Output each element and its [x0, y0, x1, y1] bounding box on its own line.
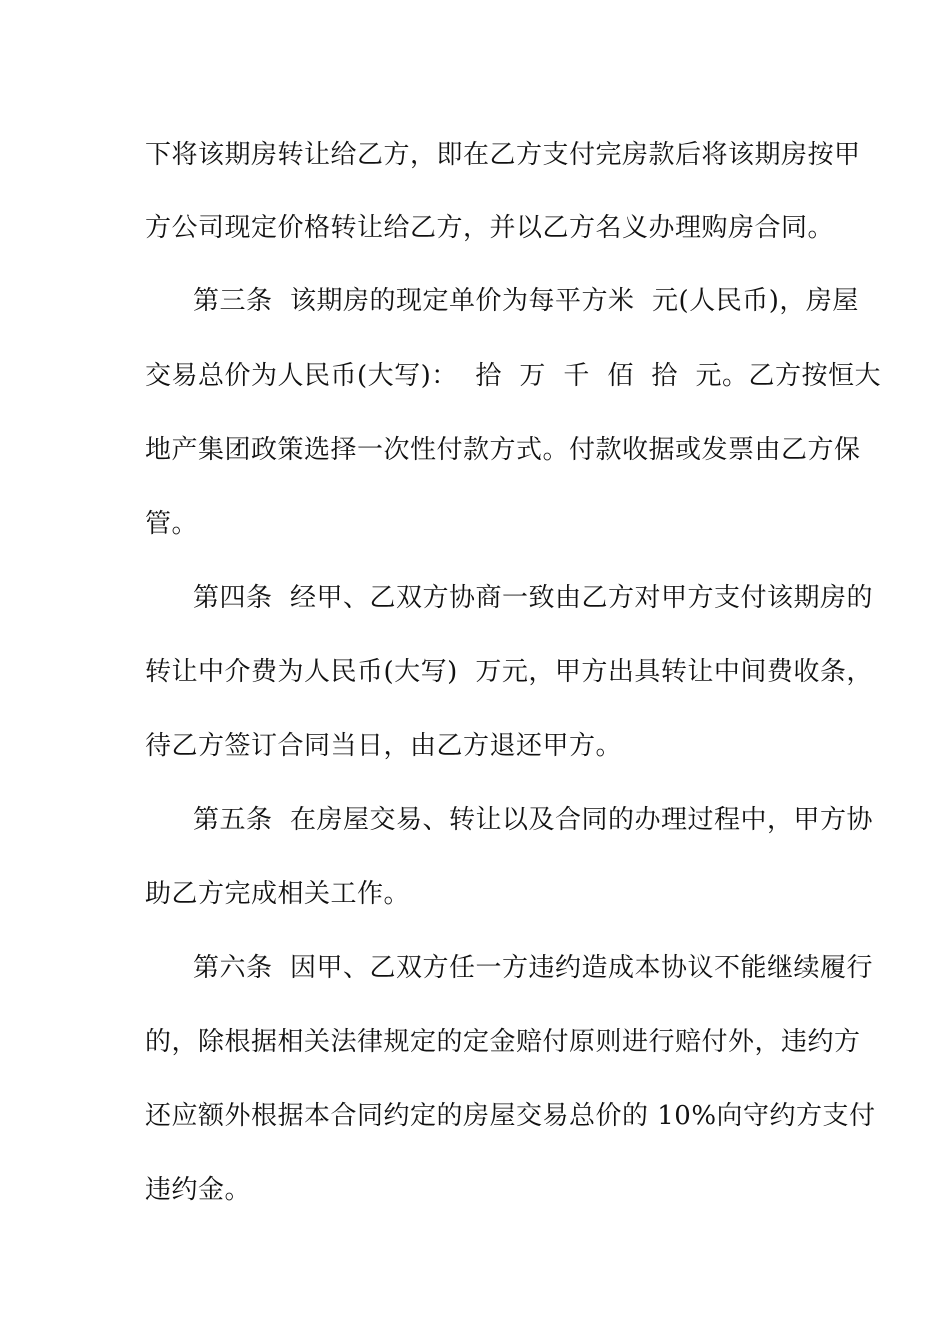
text-line: 助乙方完成相关工作。 — [145, 879, 411, 909]
text-line: 的，除根据相关法律规定的定金赔付原则进行赔付外，违约方 — [145, 1027, 861, 1057]
article-4-heading-line: 第四条 经甲、乙双方协商一致由乙方对甲方支付该期房的 — [193, 583, 874, 613]
text-line: 交易总价为人民币(大写)： 拾 万 千 佰 拾 元。乙方按恒大 — [145, 361, 881, 391]
text-line: 管。 — [145, 509, 199, 539]
article-6-heading-line: 第六条 因甲、乙双方任一方违约造成本协议不能继续履行 — [193, 953, 874, 983]
text-line: 方公司现定价格转让给乙方，并以乙方名义办理购房合同。 — [145, 213, 835, 243]
article-3-heading-line: 第三条 该期房的现定单价为每平方米 元(人民币)，房屋 — [193, 286, 859, 316]
text-line: 还应额外根据本合同约定的房屋交易总价的 10%向守约方支付 — [145, 1101, 876, 1131]
text-line: 待乙方签订合同当日，由乙方退还甲方。 — [145, 731, 623, 761]
text-line: 转让中介费为人民币(大写) 万元，甲方出具转让中间费收条， — [145, 657, 873, 687]
text-line: 违约金。 — [145, 1175, 252, 1205]
text-line: 下将该期房转让给乙方，即在乙方支付完房款后将该期房按甲 — [145, 140, 861, 170]
text-line: 地产集团政策选择一次性付款方式。付款收据或发票由乙方保 — [145, 435, 861, 465]
article-5-heading-line: 第五条 在房屋交易、转让以及合同的办理过程中，甲方协 — [193, 805, 874, 835]
